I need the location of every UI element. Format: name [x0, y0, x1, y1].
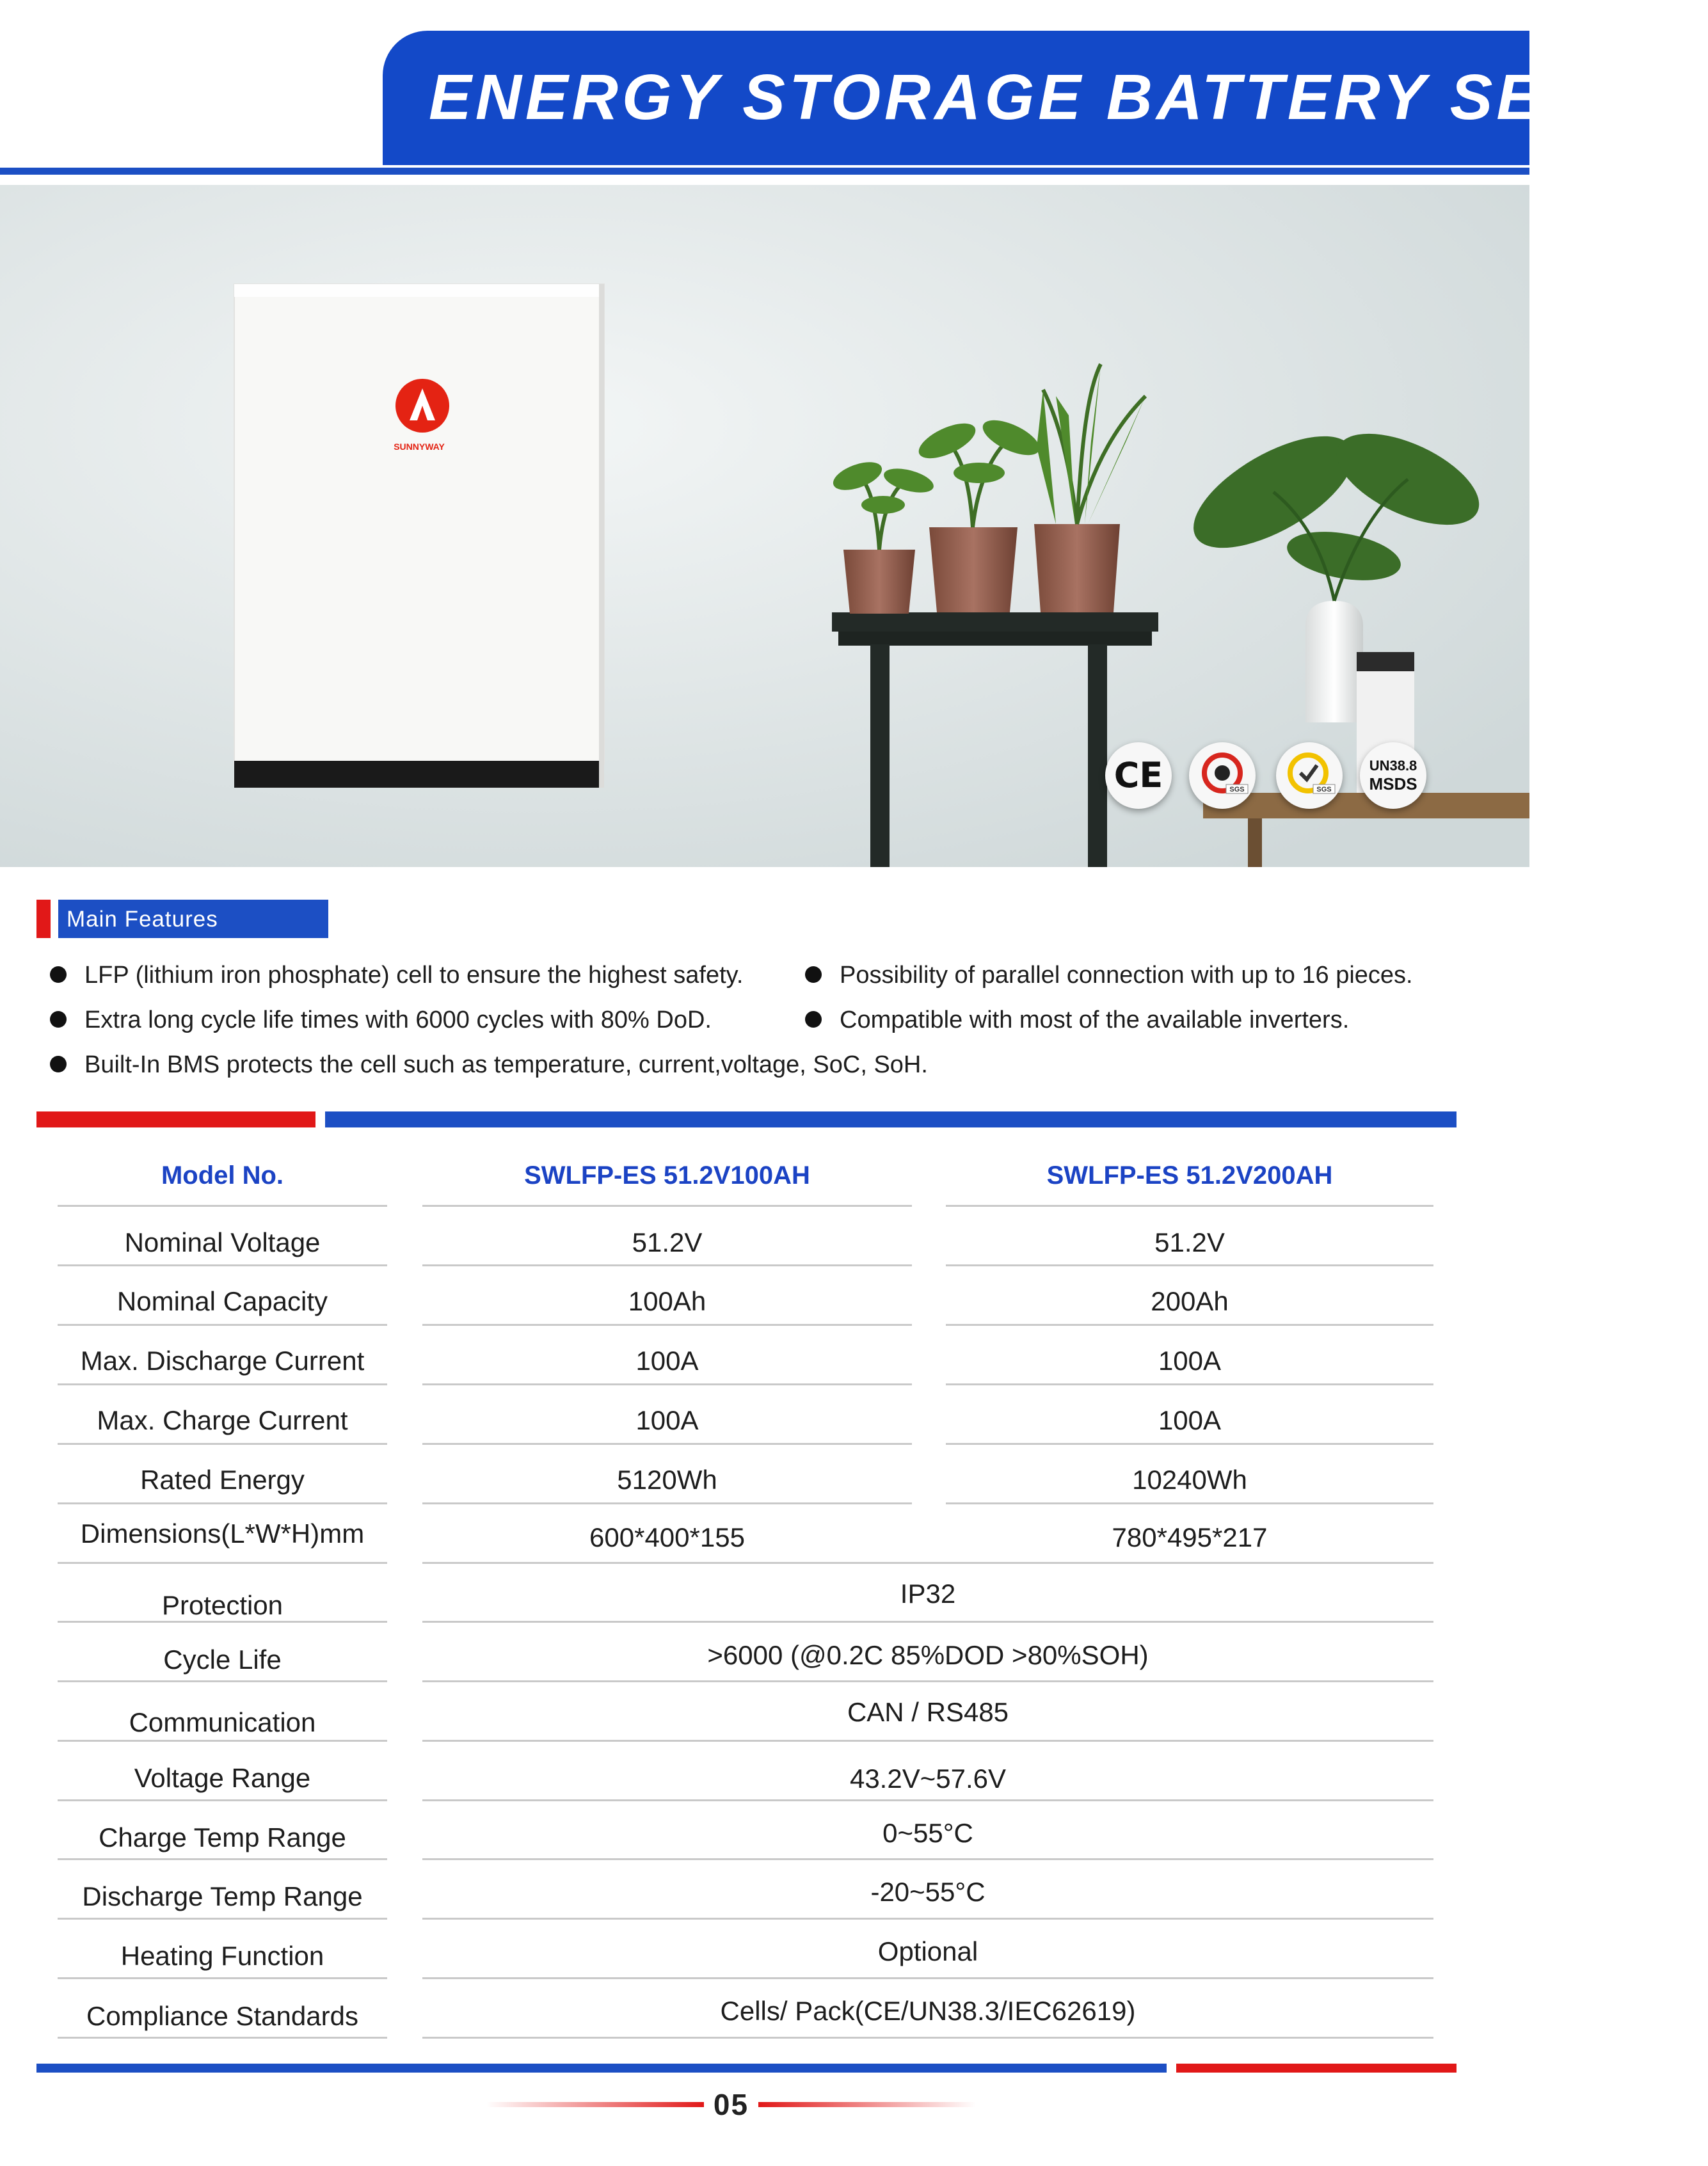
spec-label: Cycle Life — [163, 1644, 282, 1675]
page-number-rule-left — [486, 2102, 704, 2107]
spec-label: Compliance Standards — [86, 2001, 358, 2031]
divider-blue — [325, 1111, 1457, 1127]
feature-item — [805, 1003, 1349, 1037]
bullet-icon — [50, 1011, 67, 1028]
spec-value: 100Ah — [628, 1286, 706, 1316]
bullet-icon — [50, 1056, 67, 1072]
feature-text: Extra long cycle life times with 6000 cycles with 80% DoD. — [84, 1007, 712, 1033]
spec-label: Protection — [161, 1590, 283, 1620]
spec-label: Heating Function — [120, 1941, 324, 1971]
spec-value: 51.2V — [1154, 1227, 1225, 1257]
col-header-200ah: SWLFP-ES 51.2V200AH — [1046, 1161, 1333, 1190]
spec-label: Max. Charge Current — [97, 1405, 348, 1435]
spec-value: 51.2V — [632, 1227, 703, 1257]
spec-label: Discharge Temp Range — [82, 1881, 363, 1911]
sgs-red-label: SGS — [1229, 786, 1245, 793]
spec-value: 0~55°C — [882, 1818, 973, 1848]
bullet-icon — [805, 966, 822, 983]
divider-red — [36, 1111, 315, 1127]
spec-label: Nominal Voltage — [124, 1227, 321, 1257]
footer-divider-red — [1176, 2064, 1457, 2073]
feature-item — [805, 959, 1413, 992]
spec-value: 100A — [635, 1405, 699, 1435]
brand-logo-text: SUNNYWAY — [394, 442, 445, 452]
section-marker-red — [36, 900, 51, 938]
col-header-100ah: SWLFP-ES 51.2V100AH — [524, 1161, 810, 1190]
feature-item — [50, 1003, 712, 1037]
spec-value: 43.2V~57.6V — [849, 1764, 1007, 1794]
ce-mark-text: CE — [1113, 755, 1163, 795]
spec-label: Charge Temp Range — [99, 1822, 346, 1852]
spec-value: 780*495*217 — [1112, 1522, 1268, 1552]
battery-unit — [234, 284, 604, 788]
spec-value: 100A — [1158, 1346, 1222, 1376]
spec-value: 200Ah — [1151, 1286, 1229, 1316]
spec-value: Cells/ Pack(CE/UN38.3/IEC62619) — [720, 1996, 1136, 2026]
bullet-icon — [805, 1011, 822, 1028]
page-number: 05 — [713, 2088, 749, 2121]
spec-label: Max. Discharge Current — [80, 1346, 365, 1376]
spec-value: CAN / RS485 — [847, 1697, 1009, 1727]
spec-value: 600*400*155 — [589, 1522, 745, 1552]
page-title: ENERGY STORAGE BATTERY SERIES — [429, 61, 1708, 133]
section-heading: Main Features — [67, 907, 218, 932]
un-msds-icon — [1360, 742, 1426, 809]
header-rule — [0, 168, 1529, 175]
spec-label: Voltage Range — [134, 1763, 311, 1793]
col-header-model: Model No. — [161, 1161, 284, 1190]
feature-text: Possibility of parallel connection with up to 16 pieces. — [840, 962, 1413, 989]
spec-value: >6000 (@0.2C 85%DOD >80%SOH) — [707, 1640, 1149, 1670]
sgs-yellow-label: SGS — [1316, 786, 1332, 793]
msds-label: MSDS — [1369, 774, 1417, 793]
spec-value: 100A — [1158, 1405, 1222, 1435]
footer-divider-blue — [36, 2064, 1167, 2073]
sgs-yellow-icon — [1276, 742, 1343, 809]
spec-value: IP32 — [900, 1579, 956, 1609]
spec-value: Optional — [877, 1936, 978, 1966]
feature-text: Built-In BMS protects the cell such as temperature, current,voltage, SoC, SoH. — [84, 1051, 928, 1078]
spec-label: Communication — [129, 1707, 316, 1737]
un-label: UN38.8 — [1369, 758, 1417, 774]
bullet-icon — [50, 966, 67, 983]
feature-text: Compatible with most of the available inverters. — [840, 1007, 1350, 1033]
spec-label: Nominal Capacity — [116, 1286, 328, 1316]
page-number-rule-right — [758, 2102, 976, 2107]
ce-mark-icon — [1105, 742, 1172, 809]
spec-value: 5120Wh — [617, 1465, 717, 1495]
spec-value: -20~55°C — [870, 1877, 986, 1907]
spec-value: 100A — [635, 1346, 699, 1376]
feature-item — [50, 959, 743, 992]
hero-image — [0, 185, 1529, 867]
spec-label: Dimensions(L*W*H)mm — [80, 1518, 365, 1549]
feature-item — [50, 1048, 928, 1081]
spec-label: Rated Energy — [140, 1465, 305, 1495]
sgs-red-icon — [1189, 742, 1256, 809]
feature-text: LFP (lithium iron phosphate) cell to ensure the highest safety. — [84, 962, 744, 989]
spec-value: 10240Wh — [1132, 1465, 1247, 1495]
